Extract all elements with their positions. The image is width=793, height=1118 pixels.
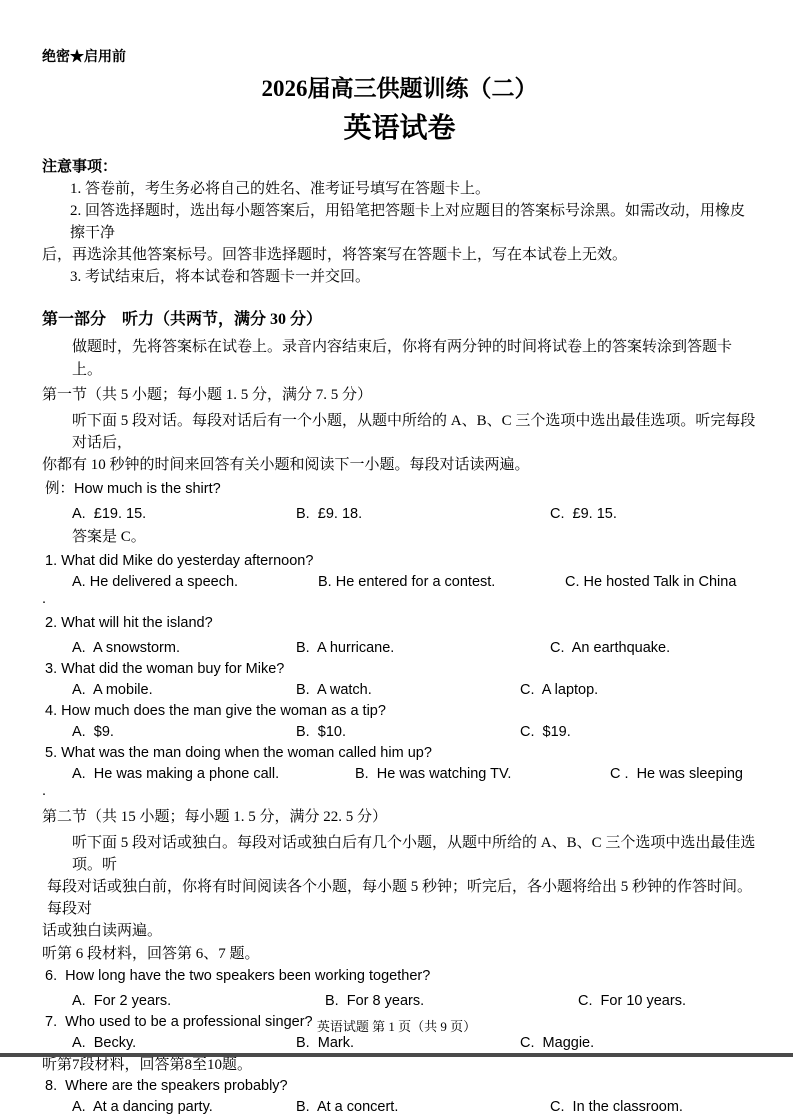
example-option-c: C. £9. 15.: [550, 506, 617, 522]
question-4-stem: 4. How much does the man give the woman as a tip?: [45, 703, 386, 719]
question-6-option-a: A. For 2 years.: [72, 993, 172, 1009]
section2-instruction-1: 听下面 5 段对话或独白。每段对话或独白后有几个小题，从题中所给的 A、B、C 三个选项中选出最佳选项。听: [72, 835, 756, 873]
notice-line-3: 3. 考试结束后，将本试卷和答题卡一并交回。: [70, 269, 371, 285]
question-8-option-a: A. At a dancing party.: [72, 1099, 213, 1115]
question-1-option-b: B. He entered for a contest.: [318, 574, 496, 590]
example-answer: 答案是 C。: [72, 529, 146, 545]
question-3-options-row: [42, 680, 757, 701]
bottom-divider: [0, 1053, 793, 1057]
section1-instruction-2: 你都有 10 秒钟的时间来回答有关小题和阅读下一小题。每段对话读两遍。: [42, 457, 530, 473]
example-options-row: [42, 504, 757, 525]
example-question-stem: 例：How much is the shirt?: [45, 481, 221, 497]
section1-instruction-1: 听下面 5 段对话。每段对话后有一个小题，从题中所给的 A、B、C 三个选项中选出最佳选项。听完每段对话后，: [72, 413, 756, 451]
part1-intro: 做题时，先将答案标在试卷上。录音内容结束后，你将有两分钟的时间将试卷上的答案转涂到答题卡上。: [72, 339, 733, 378]
example-option-a: A. £19. 15.: [72, 506, 147, 522]
question-6-stem: 6. How long have the two speakers been working together?: [45, 968, 431, 984]
question-8-stem: 8. Where are the speakers probably?: [45, 1078, 288, 1094]
question-4-option-a: A. $9.: [72, 724, 114, 740]
question-3-option-c: C. A laptop.: [520, 682, 599, 698]
question-4-options-row: [42, 722, 757, 743]
question-5-stem: 5. What was the man doing when the woman called him up?: [45, 745, 432, 761]
question-4-option-c: C. $19.: [520, 724, 571, 740]
page-footer: 英语试题 第 1 页（共 9 页）: [316, 1019, 477, 1034]
question-8-option-c: C. In the classroom.: [550, 1099, 683, 1115]
notice-heading: 注意事项：: [42, 159, 118, 175]
subject-title: 英语试卷: [343, 113, 456, 144]
question-7-option-a: A. Becky.: [72, 1035, 137, 1051]
question-1-options-row: [42, 572, 757, 593]
question-5-option-a: A. He was making a phone call.: [72, 766, 280, 782]
listening-cue-6: 听第 6 段材料，回答第 6、7 题。: [42, 946, 260, 962]
question-2-option-a: A. A snowstorm.: [72, 640, 180, 656]
part1-heading: 第一部分 听力（共两节，满分 30 分）: [42, 311, 323, 328]
question-7-option-b: B. Mark.: [296, 1035, 355, 1051]
notice-line-2: 2. 回答选择题时，选出每小题答案后，用铅笔把答题卡上对应题目的答案标号涂黑。如需改动，用橡皮擦干净: [70, 203, 746, 241]
example-option-b: B. £9. 18.: [296, 506, 363, 522]
question-2-stem: 2. What will hit the island?: [45, 615, 213, 631]
question-1-option-c: C. He hosted Talk in China: [565, 574, 737, 590]
question-1-option-c-wrap: .: [42, 591, 47, 607]
section1-heading: 第一节（共 5 小题；每小题 1. 5 分，满分 7. 5 分）: [42, 387, 373, 403]
question-2-options-row: [42, 638, 757, 659]
listening-cue-7: 听第7段材料，回答第8至10题。: [42, 1057, 253, 1073]
question-5-option-b: B. He was watching TV.: [355, 766, 512, 782]
question-2-option-c: C. An earthquake.: [550, 640, 671, 656]
question-7-option-c: C. Maggie.: [520, 1035, 595, 1051]
section2-instruction-3: 话或独白读两遍。: [42, 923, 163, 939]
question-6-option-c: C. For 10 years.: [578, 993, 686, 1009]
question-7-options-row: [42, 1033, 757, 1054]
question-5-options-row: [42, 764, 757, 785]
question-6-option-b: B. For 8 years.: [325, 993, 425, 1009]
question-4-option-b: B. $10.: [296, 724, 346, 740]
question-5-option-c-wrap: .: [42, 783, 47, 799]
question-1-stem: 1. What did Mike do yesterday afternoon?: [45, 553, 314, 569]
question-2-option-b: B. A hurricane.: [296, 640, 395, 656]
notice-line-2-cont: 后，再选涂其他答案标号。回答非选择题时，将答案写在答题卡上，写在本试卷上无效。: [42, 247, 628, 263]
question-3-option-a: A. A mobile.: [72, 682, 153, 698]
question-3-option-b: B. A watch.: [296, 682, 372, 698]
security-classification: 绝密★启用前: [42, 50, 126, 65]
section2-heading: 第二节（共 15 小题；每小题 1. 5 分，满分 22. 5 分）: [42, 809, 388, 825]
section2-instruction-2: 每段对话或独白前，你将有时间阅读各个小题，每小题 5 秒钟；听完后，各小题将给出 5 秒钟的作答时间。每段对: [47, 879, 753, 917]
question-1-option-a: A. He delivered a speech.: [72, 574, 239, 590]
question-6-options-row: [42, 991, 757, 1012]
question-5-option-c: C . He was sleeping: [610, 766, 743, 782]
question-8-options-row: [42, 1097, 757, 1118]
notice-line-1: 1. 答卷前，考生务必将自己的姓名、准考证号填写在答题卡上。: [70, 181, 491, 197]
exam-title: 2026届高三供题训练（二）: [261, 76, 538, 101]
question-3-stem: 3. What did the woman buy for Mike?: [45, 661, 285, 677]
question-7-stem: 7. Who used to be a professional singer?: [45, 1014, 313, 1030]
question-8-option-b: B. At a concert.: [296, 1099, 399, 1115]
